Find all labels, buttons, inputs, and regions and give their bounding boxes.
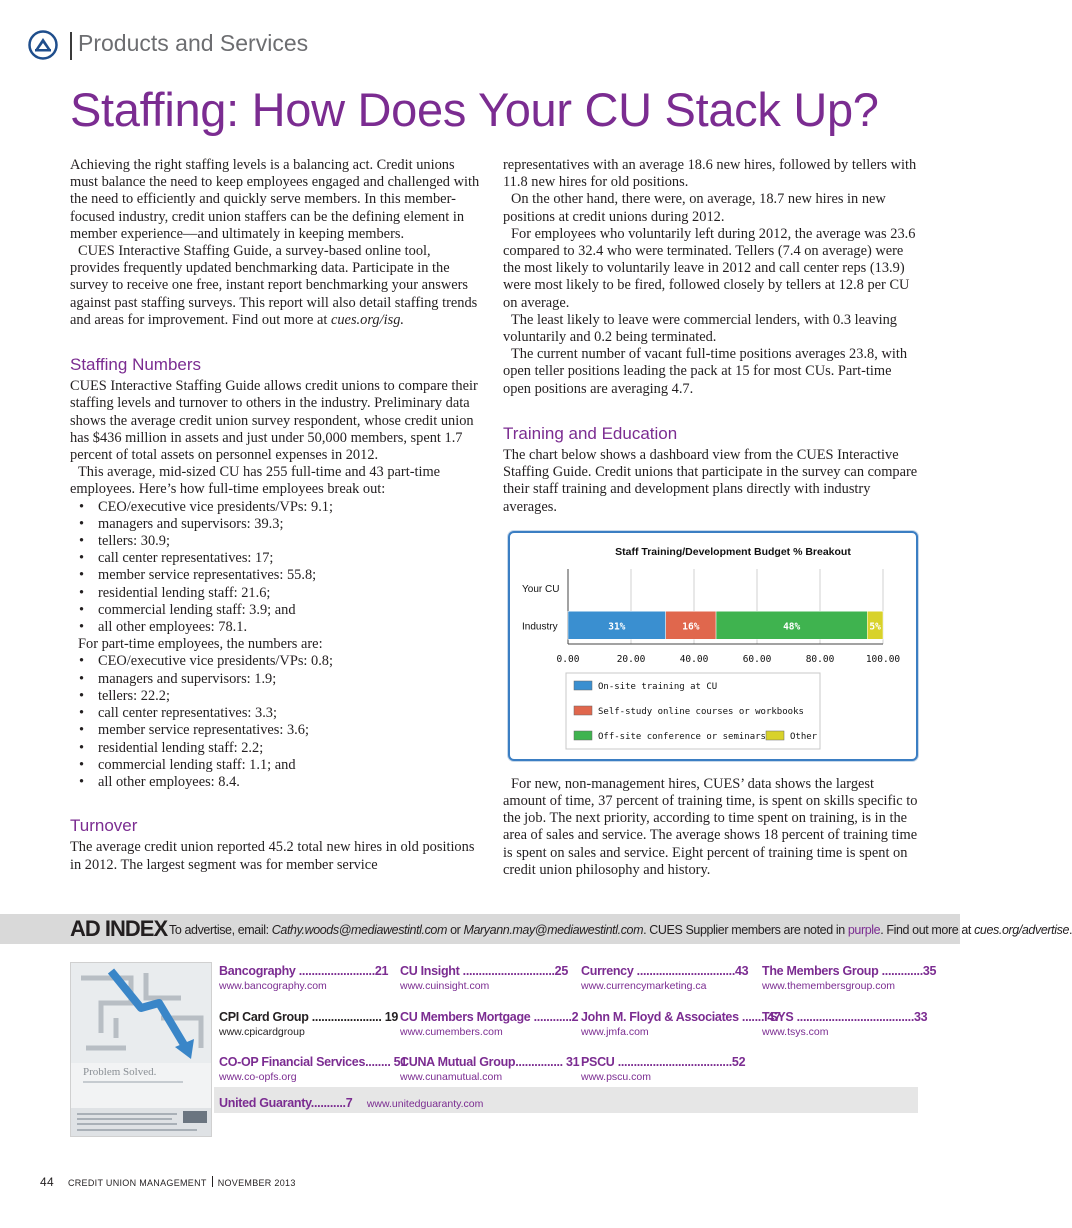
legend-label: Other (790, 732, 818, 742)
page-title: Staffing: How Does Your CU Stack Up? (70, 83, 879, 136)
ad-entry[interactable] (762, 1010, 927, 1038)
fulltime-item: • managers and supervisors: 39.3; (70, 516, 480, 533)
ad-entry-url[interactable]: www.pscu.com (581, 1071, 652, 1083)
ad-entry-name: TSYS .....................................33 (762, 1010, 928, 1024)
parttime-item: • member service representatives: 3.6; (70, 722, 480, 739)
ad-index-instructions: To advertise, email: Cathy.woods@mediawestintl.com or Maryann.may@mediawestintl.com. CUES Supplier members are noted in purple. Find out more at cues.org/advertise. (169, 923, 1072, 937)
email-maryann-link[interactable]: Maryann.may@mediawestintl.com (463, 923, 644, 937)
ad-entry[interactable] (219, 1055, 407, 1083)
section-divider (70, 32, 72, 60)
turnover-paragraph-4: For employees who voluntarily left during 2012, the average was 23.6 compared to 32.4 who were terminated. Tellers (7.4 on average) were the most likely to voluntarily leave in 2012 and call center reps (13.9) were most likely to be fired, followed closely by tellers at 12.8 per CU on average. (503, 225, 916, 311)
page-number: 44 (40, 1175, 54, 1189)
ad-entry-url[interactable]: www.cpicardgroup (219, 1026, 305, 1038)
publication-name: CREDIT UNION MANAGEMENT (67, 1178, 207, 1188)
parttime-list (70, 653, 480, 791)
bar-data-label: 48% (783, 621, 801, 633)
intro-paragraph-2: CUES Interactive Staffing Guide, a survey-based online tool, provides frequently updated benchmarking data. Participate in the survey to receive one free, instant report benchmarking your answers against past staffing surveys. This report will also detail staffing trends and areas for improvement. Find out more at cues.org/isg. (70, 243, 478, 328)
ad-entry-url[interactable]: www.bancography.com (219, 980, 327, 992)
heading-turnover: Turnover (70, 816, 138, 836)
x-tick-label: 100.00 (865, 654, 901, 665)
isg-link[interactable]: cues.org/isg. (330, 311, 404, 328)
right-column (503, 157, 918, 879)
ad-entry-url[interactable]: www.themembersgroup.com (762, 980, 896, 992)
cues-logo-icon (28, 30, 58, 60)
ad-entry-name: CO-OP Financial Services........ 51 (219, 1055, 407, 1069)
legend-swatch (574, 731, 592, 740)
ad-entry-united-guaranty[interactable]: United Guaranty...........7 www.unitedguaranty.com (219, 1096, 484, 1110)
ad-entry[interactable] (400, 1055, 579, 1083)
ad-entry-name: John M. Floyd & Associates ....... 47 (581, 1010, 781, 1024)
heading-training: Training and Education (503, 423, 678, 443)
ad-entry-url[interactable]: www.cuinsight.com (400, 980, 490, 992)
x-tick-label: 20.00 (616, 654, 646, 665)
training-paragraph-2: For new, non-management hires, CUES’ data shows the largest amount of time, 37 percent of training time, is spent on skills specific to the job. The next priority, according to time spent on training, is in the area of sales and service. The average shows 18 percent of training time is spent on sales and service. Eight percent of training time is spent on credit union philosophy and history. (503, 775, 918, 878)
category-label: Industry (522, 621, 558, 633)
bar-data-label: 31% (608, 621, 626, 633)
chart-title: Staff Training/Development Budget % Breakout (615, 546, 851, 558)
ad-entry-url[interactable]: www.cumembers.com (400, 1026, 503, 1038)
ad-entry-url[interactable]: www.co-opfs.org (219, 1071, 297, 1083)
parttime-item: • all other employees: 8.4. (70, 774, 480, 791)
ad-index-title: AD INDEX (70, 916, 168, 941)
fulltime-list (70, 499, 480, 637)
legend-swatch (766, 731, 784, 740)
ad-entry-name: Currency ...............................43 (581, 964, 749, 978)
turnover-paragraph-6: The current number of vacant full-time positions averages 23.8, with open teller positions leading the pack at 15 for most CUs. Part-time open positions are averaging 4.7. (503, 346, 908, 397)
ad-entry-name: CPI Card Group ...................... 19 (219, 1010, 399, 1024)
staffing-paragraph-2: This average, mid-sized CU has 255 full-time and 43 part-time employees. Here’s how full-time employees break out: (70, 464, 441, 498)
ad-entry-name: Bancography ........................21 (219, 964, 389, 978)
parttime-item: • CEO/executive vice presidents/VPs: 0.8; (70, 653, 480, 670)
ad-entry-url[interactable]: www.currencymarketing.ca (581, 980, 707, 992)
x-tick-label: 0.00 (556, 654, 580, 665)
maze-illustration (71, 963, 211, 1136)
fulltime-item: • commercial lending staff: 3.9; and (70, 602, 480, 619)
ad-entry-url[interactable]: www.jmfa.com (581, 1026, 649, 1038)
ad-entry-name: CU Insight .............................25 (400, 964, 568, 978)
ad-entry[interactable] (219, 1010, 398, 1038)
parttime-item: • residential lending staff: 2.2; (70, 740, 480, 757)
intro-paragraph-1: Achieving the right staffing levels is a balancing act. Credit unions must balance the need to keep employees engaged and challenged with the need to efficiently and quickly serve members. In this member-focused industry, credit union staffers can be the defining element in member experience—and ultimately in keeping members. (70, 157, 480, 242)
advertisement-image (70, 962, 212, 1137)
ad-entry[interactable] (400, 964, 568, 992)
fulltime-item: • CEO/executive vice presidents/VPs: 9.1; (70, 499, 480, 516)
legend-label: Off-site conference or seminars (598, 732, 766, 742)
ad-entry[interactable] (581, 964, 748, 992)
advertise-link[interactable]: cues.org/advertise (974, 923, 1069, 937)
staffing-paragraph-1: CUES Interactive Staffing Guide allows credit unions to compare their staffing levels and turnover to others in the industry. Preliminary data shows the average credit union survey respondent, whose credit union has $436 million in assets and just under 50,000 members, spent 1.7 percent of total assets on personnel expenses in 2012. (70, 378, 478, 464)
x-tick-label: 80.00 (805, 654, 835, 665)
parttime-item: • call center representatives: 3.3; (70, 705, 480, 722)
fulltime-item: • tellers: 30.9; (70, 533, 480, 550)
x-tick-label: 40.00 (679, 654, 709, 665)
parttime-item: • managers and supervisors: 1.9; (70, 671, 480, 688)
parttime-item: • commercial lending staff: 1.1; and (70, 757, 480, 774)
ad-entry[interactable] (400, 1010, 578, 1038)
fulltime-item: • all other employees: 78.1. (70, 619, 480, 636)
turnover-paragraph-2: representatives with an average 18.6 new hires, followed by tellers with 11.8 new hires for old positions. (503, 157, 917, 191)
page-footer (40, 1175, 296, 1189)
heading-staffing-numbers: Staffing Numbers (70, 355, 202, 375)
x-tick-label: 60.00 (742, 654, 772, 665)
fulltime-item: • member service representatives: 55.8; (70, 567, 480, 584)
ad-entry-name: CU Members Mortgage ............2 (400, 1010, 579, 1024)
left-column (70, 157, 480, 874)
turnover-paragraph-3: On the other hand, there were, on average, 18.7 new hires in new positions at credit unions during 2012. (503, 191, 886, 225)
ad-entry[interactable] (219, 964, 388, 992)
parttime-intro: For part-time employees, the numbers are: (78, 636, 323, 653)
category-label: Your CU (522, 583, 560, 595)
fulltime-item: • call center representatives: 17; (70, 550, 480, 567)
legend-label: On-site training at CU (598, 682, 718, 692)
email-cathy-link[interactable]: Cathy.woods@mediawestintl.com (271, 923, 448, 937)
legend-label: Self-study online courses or workbooks (598, 707, 804, 717)
ad-entry-name: The Members Group .............35 (762, 964, 937, 978)
bar-data-label: 5% (869, 621, 881, 633)
bar-data-label: 16% (682, 621, 700, 633)
ad-entry[interactable] (762, 964, 936, 992)
ad-entry[interactable] (581, 1055, 745, 1083)
legend-swatch (574, 681, 592, 690)
turnover-paragraph-5: The least likely to leave were commercial lenders, with 0.3 leaving voluntarily and 0.2 being terminated. (503, 311, 898, 346)
section-title: Products and Services (78, 30, 309, 56)
turnover-paragraph-1: The average credit union reported 45.2 total new hires in old positions in 2012. The largest segment was for member service (70, 839, 475, 873)
training-budget-chart (508, 531, 918, 761)
ad-tagline: Problem Solved. (83, 1066, 157, 1078)
ad-entry-url[interactable]: www.tsys.com (762, 1026, 829, 1038)
parttime-item: • tellers: 22.2; (70, 688, 480, 705)
issue-date: NOVEMBER 2013 (217, 1178, 296, 1188)
ad-entry[interactable] (581, 1010, 781, 1038)
ad-entry-name: PSCU ....................................52 (581, 1055, 746, 1069)
ad-entry-name: CUNA Mutual Group............... 31 (400, 1055, 580, 1069)
fulltime-item: • residential lending staff: 21.6; (70, 585, 480, 602)
ad-entry-url[interactable]: www.cunamutual.com (400, 1071, 503, 1083)
legend-swatch (574, 706, 592, 715)
training-paragraph-1: The chart below shows a dashboard view from the CUES Interactive Staffing Guide. Credit unions that participate in the survey can compare their staff training and development plans directly with industry averages. (503, 447, 918, 515)
